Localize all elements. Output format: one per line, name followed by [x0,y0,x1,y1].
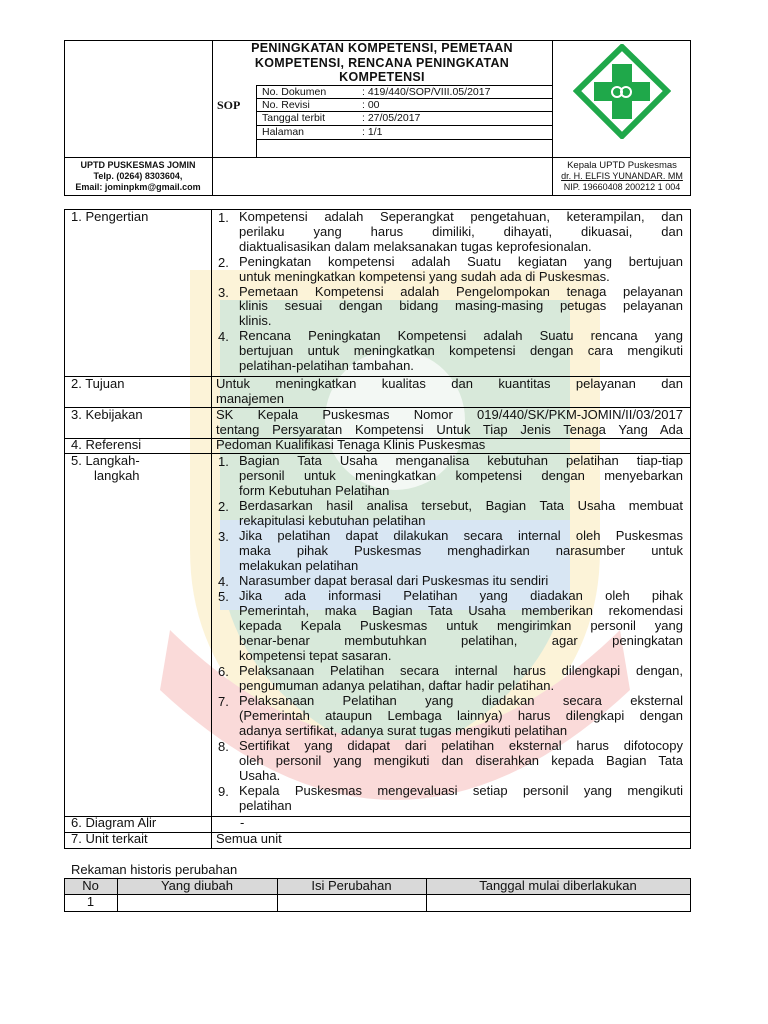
meta-value: : 419/440/SOP/VIII.05/2017 [362,86,491,98]
kebijakan-text: SK Kepala Puskesmas Nomor 019/440/SK/PKM-JOMIN/II/03/2017 [216,407,683,422]
list-item-number: 9. [218,784,229,799]
tujuan-text: Untuk meningkatkan kualitas dan kuantitas pelayanan dan [216,376,683,391]
history-caption: Rekaman historis perubahan [71,862,238,877]
list-item-number: 2. [218,254,229,270]
list-item-text: diaktualisasikan dalam melaksanakan tugas keprofesionalan. [239,238,592,254]
section-label-diagram: 6. Diagram Alir [71,815,157,830]
list-item-text: Pemerintah, maka Bagian Tata Usaha memberikan rekomendasi [239,603,683,618]
meta-label: Halaman [262,126,305,138]
list-item-number: 3. [218,529,229,544]
list-item-number: 4. [218,329,229,345]
list-item-text: Rencana Peningkatan Kompetensi adalah Suatu rencana yang [239,328,683,344]
org-phone: Telp. (0264) 8303604, [93,171,183,181]
meta-value: : 27/05/2017 [362,112,421,124]
document-title-line: PENINGKATAN KOMPETENSI, PEMETAAN [251,41,513,55]
signer-name: dr. H. ELFIS YUNANDAR. MM [561,171,683,181]
section-label-langkah: 5. Langkah- [71,453,140,468]
unit-text: Semua unit [216,831,282,846]
org-email: Email: jominpkm@gmail.com [75,182,201,192]
list-item-text: Sertifikat yang didapat dari pelatihan eksternal harus difotocopy [239,738,683,753]
list-item-text: kepada Kepala Puskesmas untuk mengirimkan personil yang [239,618,683,633]
list-item-text: untuk meningkatkan kompetensi yang sudah ada di Puskesmas. [239,268,610,284]
list-item-text: Jika ada informasi Pelatihan yang diadakan oleh pihak [239,588,683,603]
list-item-text: pengumuman adanya pelatihan, daftar hadir pelatihan. [239,678,555,693]
signer-title: Kepala UPTD Puskesmas [567,160,677,171]
list-item-text: Pelaksanaan Pelatihan yang diadakan secara eksternal [239,693,683,708]
history-header-cell: Isi Perubahan [311,878,392,893]
section-label-kebijakan: 3. Kebijakan [71,407,143,422]
list-item-text: maka pihak Puskesmas menghadirkan narasumber untuk [239,543,683,558]
list-item-text: Bagian Tata Usaha menganalisa kebutuhan pelatihan tiap-tiap [239,453,683,468]
list-item-number: 1. [218,454,229,469]
list-item-text: perilaku yang harus dimiliki, dihayati, dikuasai, dan [239,223,683,239]
diagram-text: - [240,815,245,830]
list-item-text: Jika pelatihan dapat dilakukan secara internal oleh Puskesmas [239,528,683,543]
meta-value: : 00 [362,99,380,111]
history-header-cell: Yang diubah [160,878,234,893]
meta-label: Tanggal terbit [262,112,326,124]
list-item-number: 3. [218,284,229,300]
kebijakan-text: tentang Persyaratan Kompetensi Untuk Tiap Jenis Tenaga Yang Ada [216,422,683,437]
document-title-line: KOMPETENSI [339,70,425,84]
list-item-text: Peningkatan kompetensi adalah Suatu kegiatan yang bertujuan [239,253,683,269]
list-item-text: Berdasarkan hasil analisa tersebut, Bagian Tata Usaha membuat [239,498,683,513]
meta-label: No. Dokumen [262,86,327,98]
section-label-langkah: langkah [94,468,140,483]
list-item-number: 2. [218,499,229,514]
list-item-number: 6. [218,664,229,679]
tujuan-text: manajemen [216,391,284,406]
list-item-text: bertujuan untuk meningkatkan kompetensi dengan cara mengikuti [239,343,683,359]
list-item-text: klinis sesuai dengan bidang masing-masing petugas pelayanan [239,298,683,314]
meta-label: No. Revisi [262,99,310,111]
list-item-number: 1. [218,210,229,225]
signer-nip: NIP. 19660408 200212 1 004 [563,182,681,192]
list-item-text: personil untuk meningkatkan kompetensi dengan menyebarkan [239,468,683,483]
list-item-text: benar-benar membutuhkan pelatihan, agar peningkatan [239,633,683,648]
puskesmas-logo-icon [573,44,671,139]
history-cell: 1 [86,894,95,909]
list-item-text: pelatihan-pelatihan tambahan. [239,358,414,373]
list-item-number: 7. [218,694,229,709]
list-item-text: oleh personil yang mengikuti dan diserahkan kepada Bagian Tata [239,753,683,768]
section-label-pengertian: 1. Pengertian [71,209,149,224]
org-name: UPTD PUSKESMAS JOMIN [80,160,196,170]
section-label-unit: 7. Unit terkait [71,831,148,846]
meta-value: : 1/1 [362,126,383,138]
list-item-text: pelatihan [239,798,292,813]
list-item-text: Pemetaan Kompetensi adalah Pengelompokan tenaga pelayanan [239,283,683,299]
list-item-text: form Kebutuhan Pelatihan [239,483,390,498]
sop-label: SOP [217,98,241,112]
list-item-text: Narasumber dapat berasal dari Puskesmas itu sendiri [239,573,549,588]
list-item-text: klinis. [239,313,272,329]
history-header-cell: Tanggal mulai diberlakukan [479,878,637,893]
list-item-number: 5. [218,589,229,604]
list-item-text: kompetensi tepat sasaran. [239,648,392,663]
list-item-text: rekapitulasi kebutuhan pelatihan [239,513,426,528]
section-label-tujuan: 2. Tujuan [71,376,125,391]
history-header-cell: No [82,878,99,893]
list-item-text: Pelaksanaan Pelatihan secara internal harus dilengkapi dengan, [239,663,683,678]
list-item-text: (Pemerintah ataupun Lembaga lainnya) harus dilengkapi dengan [239,708,683,723]
referensi-text: Pedoman Kualifikasi Tenaga Klinis Puskesmas [216,437,486,452]
list-item-text: Kompetensi adalah Seperangkat pengetahuan, keterampilan, dan [239,209,683,224]
list-item-text: Usaha. [239,768,281,783]
section-label-referensi: 4. Referensi [71,437,142,452]
list-item-number: 4. [218,574,229,589]
list-item-text: Kepala Puskesmas mengevaluasi setiap personil yang mengikuti [239,783,683,798]
list-item-number: 8. [218,739,229,754]
list-item-text: adanya sertifikat, adanya surat tugas mengikuti pelatihan [239,723,568,738]
document-title-line: KOMPETENSI, RENCANA PENINGKATAN [254,56,510,70]
list-item-text: melakukan pelatihan [239,558,359,573]
